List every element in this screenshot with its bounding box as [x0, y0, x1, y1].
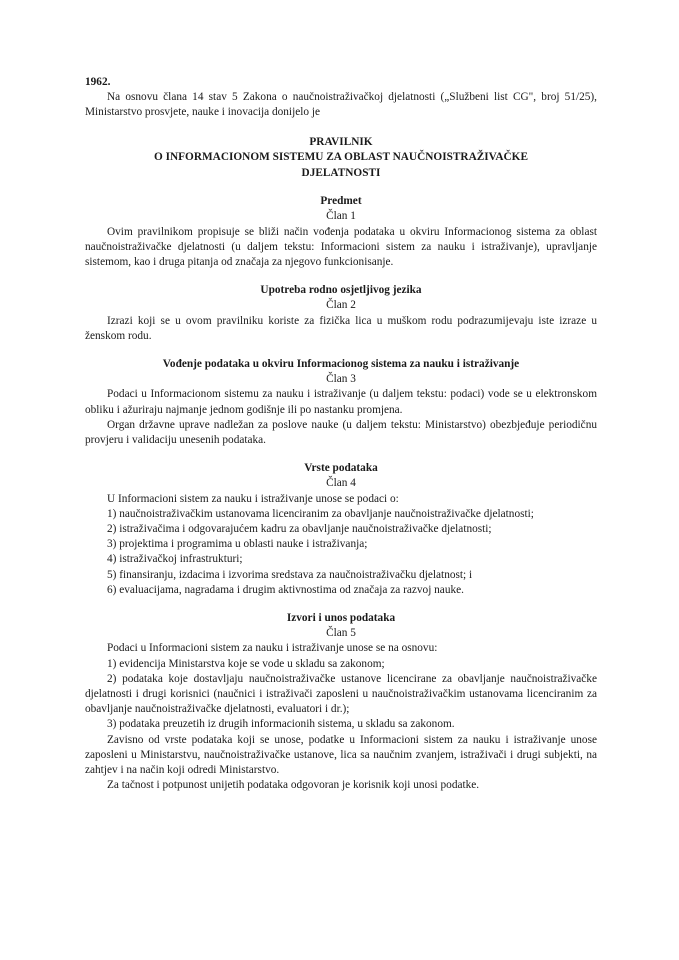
list-item: 2) podataka koje dostavljaju naučnoistraživačke ustanove licencirane za obavljanje naučnoistraživačke djelatnosti i drugi korisnici (naučnici i istraživači zaposleni u naučnoistraživačkim ustanovama licenciranim za obavljanje naučnoistraživačke djelatnosti, evaluatori i dr.); — [85, 672, 597, 716]
list-item: 5) finansiranju, izdacima i izvorima sredstava za naučnoistraživačku djelatnost; i — [107, 568, 473, 581]
title-line: O INFORMACIONOM SISTEMU ZA OBLAST NAUČNOISTRAŽIVAČKE — [153, 151, 528, 164]
section-title-data-types: Vrste podataka — [304, 462, 378, 475]
section-title-sources: Izvori i unos podataka — [286, 611, 396, 624]
document-number: 1962. — [85, 76, 111, 88]
article-paragraph: Izrazi koji se u ovom pravilniku koriste za fizička lica u muškom rodu podrazumijevaju iste izraze u ženskom rodu. — [85, 314, 597, 342]
article-intro: Podaci u Informacioni sistem za nauku i istraživanje unose se na osnovu: — [107, 642, 438, 655]
title-line: DJELATNOSTI — [301, 166, 381, 179]
article-paragraph: Organ državne uprave nadležan za poslove nauke (u daljem tekstu: Ministarstvo) obezbjeđuje periodičnu provjeru i validaciju unesenih podataka. — [85, 418, 597, 446]
list-item: 2) istraživačima i odgovarajućem kadru za obavljanje naučnoistraživačke djelatnosti; — [107, 522, 492, 535]
article-label: Član 1 — [326, 210, 356, 223]
preamble: Na osnovu člana 14 stav 5 Zakona o naučnoistraživačkoj djelatnosti („Službeni list CG", broj 51/25), Ministarstvo prosvjete, nauke i inovacija donijelo je — [85, 91, 597, 119]
article-label: Član 3 — [326, 373, 356, 386]
section-title-predmet: Predmet — [320, 195, 362, 208]
article-label: Član 2 — [326, 299, 356, 312]
list-item: 4) istraživačkoj infrastrukturi; — [107, 553, 243, 566]
article-paragraph: Zavisno od vrste podataka koji se unose, podatke u Informacioni sistem za nauku i istraživanje unose zaposleni u Ministarstvu, naučnoistraživačke ustanove, lica sa naučnim zvanjem, istraživači i drugi subjekti, na zahtjev i na način koji odredi Ministarstvo. — [85, 733, 597, 777]
section-title-data-keeping: Vođenje podataka u okviru Informacionog sistema za nauku i istraživanje — [162, 357, 520, 370]
article-paragraph: Za tačnost i potpunost unijetih podataka odgovoran je korisnik koji unosi podatke. — [107, 779, 480, 792]
list-item: 1) evidencija Ministarstva koje se vode u skladu sa zakonom; — [107, 657, 385, 670]
list-item: 1) naučnoistraživačkim ustanovama licenciranim za obavljanje naučnoistraživačke djelatnosti; — [107, 507, 534, 520]
document-title — [85, 135, 597, 182]
title-line: PRAVILNIK — [309, 135, 373, 148]
article-label: Član 4 — [326, 477, 356, 490]
article-paragraph: Ovim pravilnikom propisuje se bliži način vođenja podataka u okviru Informacionog sistema za oblast naučnoistraživačke djelatnosti (u daljem tekstu: Informacioni sistem za nauku i istraživanje), upravljanje sistemom, kao i druga pitanja od značaja za njegovo funkcionisanje. — [85, 225, 597, 268]
list-item: 3) podataka preuzetih iz drugih informacionih sistema, u skladu sa zakonom. — [107, 718, 455, 731]
list-item: 6) evaluacijama, nagradama i drugim aktivnostima od značaja za razvoj nauke. — [107, 583, 464, 596]
section-title-gender-language: Upotreba rodno osjetljivog jezika — [260, 284, 422, 297]
article-label: Član 5 — [326, 627, 356, 640]
article-paragraph: Podaci u Informacionom sistemu za nauku i istraživanje (u daljem tekstu: podaci) vode se u elektronskom obliku i ažuriraju najmanje jednom godišnje ili po nastanku promjena. — [85, 388, 597, 416]
list-item: 3) projektima i programima u oblasti nauke i istraživanja; — [107, 538, 368, 551]
article-intro: U Informacioni sistem za nauku i istraživanje unose se podaci o: — [107, 492, 399, 505]
